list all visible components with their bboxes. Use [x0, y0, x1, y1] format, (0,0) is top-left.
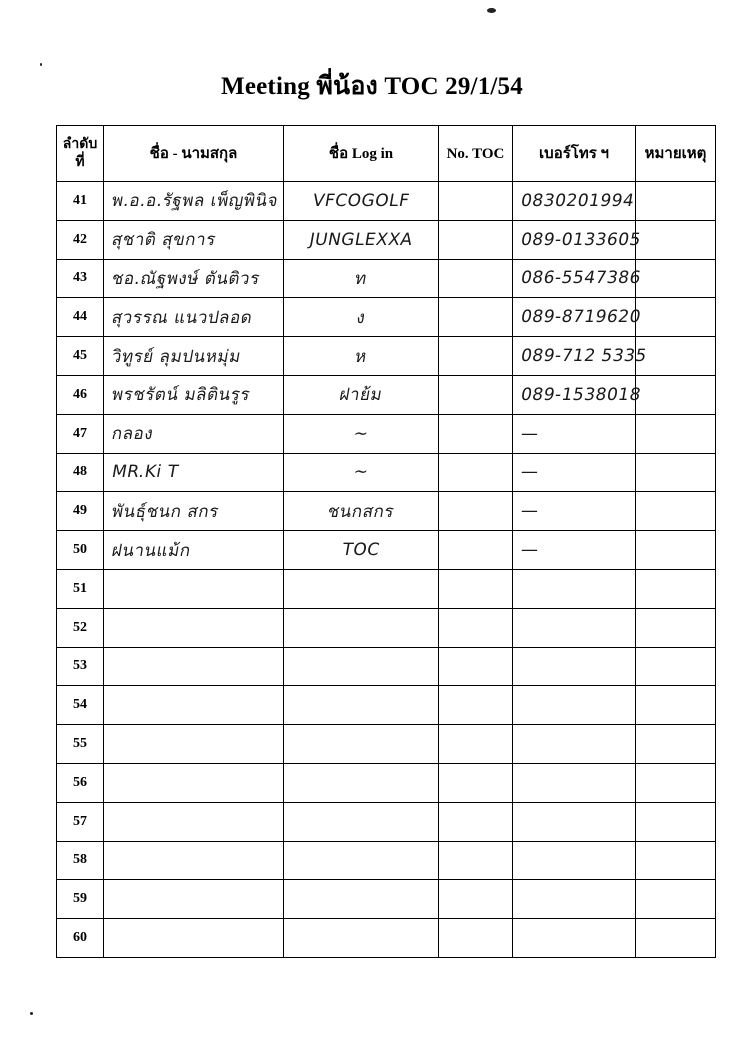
name-handwriting: ฝนานแม้ก: [110, 540, 193, 561]
phone-cell: [513, 686, 636, 725]
note-cell: [636, 802, 716, 841]
phone-cell: [513, 492, 636, 531]
column-header-note: หมายเหตุ: [636, 126, 716, 182]
table-row: [57, 375, 716, 414]
table-row: [57, 880, 716, 919]
phone-cell: [513, 414, 636, 453]
table-row: [57, 608, 716, 647]
login-handwriting: ชนกสกร: [326, 501, 396, 522]
table-row: [57, 841, 716, 880]
column-header-order: ลำดับ ที่: [57, 126, 104, 182]
note-cell: [636, 414, 716, 453]
login-cell: [284, 841, 439, 880]
name-cell: [104, 647, 284, 686]
name-cell: [104, 337, 284, 376]
login-cell: [284, 763, 439, 802]
name-cell: [104, 453, 284, 492]
note-cell: [636, 763, 716, 802]
login-cell: [284, 531, 439, 570]
name-cell: [104, 608, 284, 647]
login-cell: [284, 569, 439, 608]
phone-cell: [513, 375, 643, 414]
login-cell: [284, 880, 439, 919]
name-cell: [104, 414, 284, 453]
table-row: [57, 182, 716, 221]
page-title: Meeting พี่น้อง TOC 29/1/54: [221, 73, 523, 100]
row-number: 46: [57, 375, 104, 414]
name-cell: [104, 841, 284, 880]
name-cell: [104, 375, 284, 414]
login-handwriting: ฝาย้ม: [337, 385, 385, 406]
name-cell: [104, 763, 284, 802]
phone-cell: [513, 531, 636, 570]
row-number: 41: [57, 182, 104, 221]
name-handwriting: วิทูรย์ ลุมปนหมุ่ม: [110, 346, 243, 367]
phone-cell: [513, 569, 636, 608]
table-row: [57, 453, 716, 492]
name-handwriting: สุวรรณ แนวปลอด: [110, 307, 255, 328]
toc-cell: [439, 725, 513, 764]
phone-handwriting: 086-5547386: [519, 268, 643, 289]
toc-cell: [439, 841, 513, 880]
table-row: [57, 725, 716, 764]
login-cell: [284, 220, 439, 259]
toc-cell: [439, 414, 513, 453]
toc-cell: [439, 608, 513, 647]
table-row: [57, 298, 716, 337]
name-handwriting: MR.Ki T: [110, 462, 181, 483]
phone-cell: [513, 919, 636, 958]
row-number: 52: [57, 608, 104, 647]
table-row: [57, 492, 716, 531]
note-cell: [636, 880, 716, 919]
table-row: [57, 414, 716, 453]
note-cell: [636, 298, 716, 337]
note-cell: [636, 492, 716, 531]
phone-cell: [513, 725, 636, 764]
note-cell: [636, 220, 716, 259]
row-number: 55: [57, 725, 104, 764]
table-row: [57, 647, 716, 686]
table-row: [57, 919, 716, 958]
phone-handwriting: 089-712 5335: [519, 346, 649, 367]
toc-cell: [439, 919, 513, 958]
toc-cell: [439, 182, 513, 221]
name-cell: [104, 802, 284, 841]
row-number: 51: [57, 569, 104, 608]
phone-cell: [513, 298, 643, 337]
toc-cell: [439, 686, 513, 725]
phone-cell: [513, 647, 636, 686]
toc-cell: [439, 375, 513, 414]
toc-cell: [439, 880, 513, 919]
phone-handwriting: —: [519, 423, 541, 444]
phone-cell: [513, 802, 636, 841]
name-cell: [104, 298, 284, 337]
toc-cell: [439, 337, 513, 376]
header-row: [57, 126, 716, 182]
note-cell: [636, 375, 716, 414]
name-handwriting: พันธุ์ชนก สกร: [110, 501, 221, 522]
toc-cell: [439, 569, 513, 608]
row-number: 54: [57, 686, 104, 725]
login-cell: [284, 259, 439, 298]
name-handwriting: กลอง: [110, 424, 155, 445]
login-cell: [284, 647, 439, 686]
row-number: 44: [57, 298, 104, 337]
name-cell: [104, 880, 284, 919]
toc-cell: [439, 763, 513, 802]
note-cell: [636, 453, 716, 492]
row-number: 60: [57, 919, 104, 958]
table-row: [57, 802, 716, 841]
login-handwriting: ห: [353, 346, 369, 367]
note-cell: [636, 725, 716, 764]
row-number: 59: [57, 880, 104, 919]
table-row: [57, 259, 716, 298]
scan-speck: [487, 8, 496, 13]
toc-cell: [439, 453, 513, 492]
table-row: [57, 220, 716, 259]
login-cell: [284, 919, 439, 958]
row-number: 57: [57, 802, 104, 841]
row-number: 49: [57, 492, 104, 531]
phone-handwriting: 089-8719620: [519, 307, 643, 328]
toc-cell: [439, 220, 513, 259]
phone-cell: [513, 220, 643, 259]
row-number: 53: [57, 647, 104, 686]
phone-handwriting: 0830201994: [519, 190, 636, 211]
login-cell: [284, 453, 439, 492]
scan-speck: [40, 63, 42, 66]
row-number: 48: [57, 453, 104, 492]
login-cell: [284, 298, 439, 337]
name-cell: [104, 531, 284, 570]
phone-cell: [513, 841, 636, 880]
phone-cell: [513, 608, 636, 647]
row-number: 58: [57, 841, 104, 880]
login-cell: [284, 182, 439, 221]
phone-cell: [513, 259, 643, 298]
note-cell: [636, 841, 716, 880]
login-handwriting: TOC: [340, 540, 382, 561]
row-number: 50: [57, 531, 104, 570]
row-number: 56: [57, 763, 104, 802]
row-number: 45: [57, 337, 104, 376]
login-cell: [284, 414, 439, 453]
table-row: [57, 686, 716, 725]
login-handwriting: VFCOGOLF: [311, 190, 411, 211]
toc-cell: [439, 492, 513, 531]
note-cell: [636, 182, 716, 221]
login-cell: [284, 725, 439, 764]
note-cell: [636, 608, 716, 647]
row-number: 42: [57, 220, 104, 259]
toc-cell: [439, 259, 513, 298]
name-cell: [104, 686, 284, 725]
login-cell: [284, 375, 439, 414]
note-cell: [636, 686, 716, 725]
login-handwriting: ~: [351, 462, 371, 483]
name-handwriting: พรชรัตน์ มลิตินรูร: [110, 385, 252, 406]
login-cell: [284, 337, 439, 376]
table-row: [57, 531, 716, 570]
note-cell: [636, 647, 716, 686]
name-handwriting: สุชาติ สุขการ: [110, 230, 218, 251]
name-cell: [104, 492, 284, 531]
note-cell: [636, 569, 716, 608]
phone-cell: [513, 453, 636, 492]
login-cell: [284, 802, 439, 841]
name-cell: [104, 259, 284, 298]
column-header-toc-no: No. TOC: [439, 126, 513, 182]
name-cell: [104, 220, 284, 259]
name-cell: [104, 182, 284, 221]
note-cell: [636, 259, 716, 298]
toc-cell: [439, 802, 513, 841]
column-header-phone: เบอร์โทร ฯ: [513, 126, 636, 182]
phone-cell: [513, 763, 636, 802]
phone-handwriting: —: [519, 462, 541, 483]
phone-handwriting: 089-1538018: [519, 384, 643, 405]
phone-handwriting: —: [519, 501, 541, 522]
row-number: 47: [57, 414, 104, 453]
phone-handwriting: —: [519, 540, 541, 561]
scan-speck: [30, 1012, 33, 1015]
note-cell: [636, 337, 716, 376]
login-handwriting: ง: [354, 307, 368, 328]
login-cell: [284, 686, 439, 725]
name-cell: [104, 569, 284, 608]
toc-cell: [439, 298, 513, 337]
row-number: 43: [57, 259, 104, 298]
note-cell: [636, 919, 716, 958]
login-handwriting: JUNGLEXXA: [307, 229, 415, 250]
login-handwriting: ~: [351, 423, 371, 444]
name-cell: [104, 919, 284, 958]
phone-cell: [513, 880, 636, 919]
toc-cell: [439, 647, 513, 686]
attendance-table: [56, 125, 716, 958]
name-handwriting: พ.อ.อ.รัฐพล เพ็ญพินิจ: [110, 191, 280, 212]
login-cell: [284, 492, 439, 531]
table-row: [57, 337, 716, 376]
phone-cell: [513, 337, 649, 376]
name-cell: [104, 725, 284, 764]
login-cell: [284, 608, 439, 647]
phone-handwriting: 089-0133605: [519, 229, 643, 250]
name-handwriting: ชอ.ณัฐพงษ์ ตันติวร: [110, 268, 262, 289]
column-header-login: ชื่อ Log in: [284, 126, 439, 182]
login-handwriting: ท: [353, 268, 369, 289]
phone-cell: [513, 182, 636, 221]
table-row: [57, 763, 716, 802]
note-cell: [636, 531, 716, 570]
table-row: [57, 569, 716, 608]
column-header-name: ชื่อ - นามสกุล: [104, 126, 284, 182]
toc-cell: [439, 531, 513, 570]
